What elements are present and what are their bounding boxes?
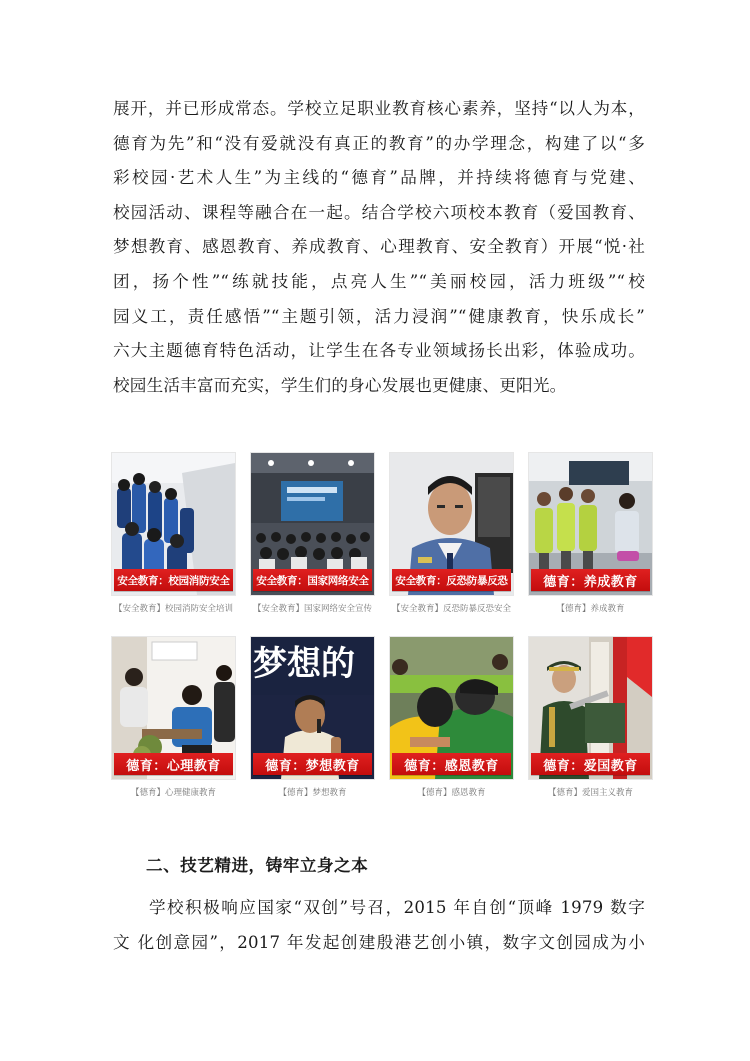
paragraph-line: 梦想教育、感恩教育、养成教育、心理教育、安全教育）开展“悦·社 [113, 237, 645, 257]
photo-anti-terror [389, 452, 514, 596]
poster-text: 梦想的 [253, 644, 355, 684]
photo-banner: 德育：爱国教育 [531, 753, 650, 775]
photo-caption: 【德育】养成教育 [556, 604, 625, 614]
photo-caption: 【安全教育】反恐防暴反恐安全 [391, 604, 511, 614]
paragraph-line: 团，扬个性”“练就技能，点亮人生”“美丽校园，活力班级”“校 [113, 271, 645, 291]
photo-gratitude [389, 636, 514, 780]
paragraph-line: 园义工，责任感悟”“主题引领，活力浸润”“健康教育，快乐成长” [113, 306, 645, 326]
photo-dream [250, 636, 375, 780]
body-paragraph [113, 92, 645, 403]
photo-card-gratitude [389, 636, 514, 798]
photo-banner: 安全教育：国家网络安全 [253, 569, 372, 591]
photo-caption: 【德育】梦想教育 [278, 788, 347, 798]
photo-psychology [111, 636, 236, 780]
photo-banner: 德育：梦想教育 [253, 753, 372, 775]
paragraph-line: 彩校园·艺术人生”为主线的“德育”品牌，并持续将德育与党建、 [113, 168, 645, 188]
photo-patriotism [528, 636, 653, 780]
body-paragraph-2 [113, 891, 645, 960]
paragraph-line: 校园活动、课程等融合在一起。结合学校六项校本教育（爱国教育、 [113, 202, 645, 222]
paragraph-line: 校园生活丰富而充实，学生们的身心发展也更健康、更阳光。 [113, 375, 567, 395]
photo-card-habit [528, 452, 653, 614]
photo-card-network-safety [250, 452, 375, 614]
photo-card-psychology [111, 636, 236, 798]
photo-habit [528, 452, 653, 596]
photo-caption: 【安全教育】国家网络安全宣传 [252, 604, 372, 614]
paragraph-line: 学校积极响应国家“双创”号召，2015 年自创“顶峰 1979 数字 [149, 898, 645, 917]
photo-banner: 德育：养成教育 [531, 569, 650, 591]
gallery-row [111, 636, 653, 798]
paragraph-line: 展开，并已形成常态。学校立足职业教育核心素养，坚持“以人为本， [113, 99, 645, 118]
paragraph-line: 德育为先”和“没有爱就没有真正的教育”的办学理念，构建了以“多 [113, 133, 645, 153]
photo-banner: 德育：心理教育 [114, 753, 233, 775]
photo-caption: 【德育】感恩教育 [417, 788, 486, 798]
paragraph-line: 文 化创意园”，2017 年发起创建殷港艺创小镇，数字文创园成为小 [113, 932, 645, 952]
photo-network-safety [250, 452, 375, 596]
photo-caption: 【安全教育】校园消防安全培训 [113, 604, 233, 614]
photo-banner: 安全教育：反恐防暴反恐 [392, 569, 511, 591]
photo-banner: 德育：感恩教育 [392, 753, 511, 775]
photo-card-dream [250, 636, 375, 798]
photo-card-patriotism [528, 636, 653, 798]
photo-fire-safety [111, 452, 236, 596]
paragraph-line: 六大主题德育特色活动，让学生在各专业领域扬长出彩，体验成功。 [113, 341, 645, 361]
gallery-row [111, 452, 653, 614]
photo-caption: 【德育】心理健康教育 [130, 788, 216, 798]
photo-card-anti-terror [389, 452, 514, 614]
photo-banner: 安全教育：校园消防安全 [114, 569, 233, 591]
section-heading: 二、技艺精进，铸牢立身之本 [146, 856, 369, 875]
photo-card-fire-safety [111, 452, 236, 614]
photo-caption: 【德育】爱国主义教育 [547, 788, 633, 798]
